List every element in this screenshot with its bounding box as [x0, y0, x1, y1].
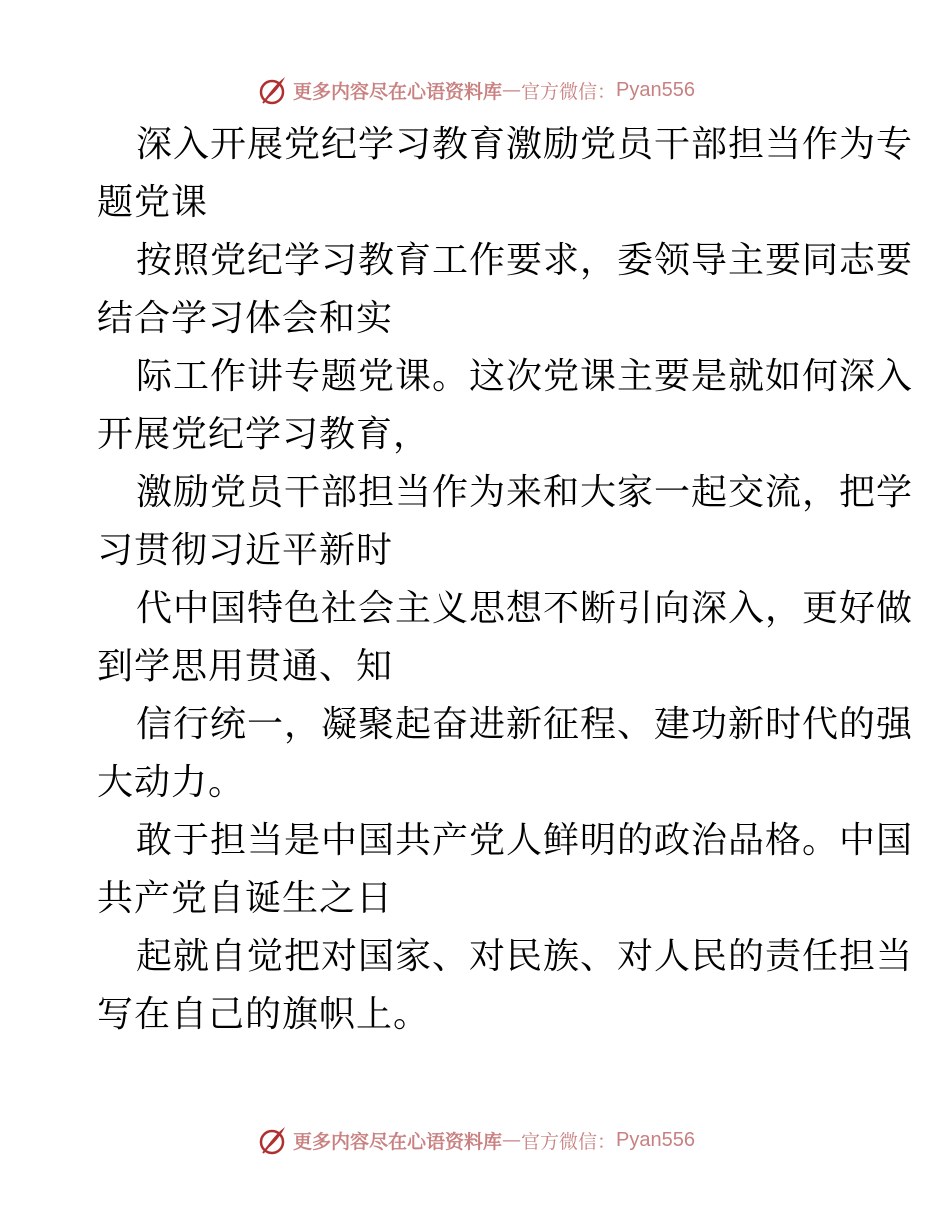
- text-line: 题党课: [97, 182, 209, 223]
- feather-pen-logo-icon: [255, 73, 289, 107]
- text-line: 开展党纪学习教育，: [97, 414, 431, 455]
- text-line: 习贯彻习近平新时: [97, 530, 394, 571]
- text-line: 到学思用贯通、知: [97, 646, 394, 687]
- watermark-wechat-label: 官方微信：: [521, 80, 617, 103]
- watermark-wechat-id: Pyan556: [616, 78, 695, 101]
- document-body: [97, 116, 914, 1044]
- text-line: 写在自己的旗帜上。: [97, 994, 431, 1035]
- watermark-wechat-label: 官方微信：: [521, 1130, 617, 1153]
- text-line: 激励党员干部担当作为来和大家一起交流，把学: [136, 472, 914, 513]
- watermark-wechat-id: Pyan556: [616, 1128, 695, 1151]
- watermark-brand: 更多内容尽在心语资料库: [293, 80, 503, 103]
- feather-pen-logo-icon: [255, 1123, 289, 1157]
- text-line: 际工作讲专题党课。这次党课主要是就如何深入: [136, 356, 914, 397]
- header-watermark: [0, 70, 950, 110]
- text-line: 起就自觉把对国家、对民族、对人民的责任担当: [136, 936, 914, 977]
- watermark-separator: —: [502, 1129, 522, 1151]
- watermark-separator: —: [502, 79, 522, 101]
- text-line: 代中国特色社会主义思想不断引向深入，更好做: [136, 588, 914, 629]
- text-line: 深入开展党纪学习教育激励党员干部担当作为专: [136, 124, 914, 165]
- footer-watermark: [0, 1120, 950, 1160]
- text-line: 敢于担当是中国共产党人鲜明的政治品格。中国: [136, 820, 914, 861]
- watermark-brand: 更多内容尽在心语资料库: [293, 1130, 503, 1153]
- text-line: 结合学习体会和实: [97, 298, 394, 339]
- text-line: 大动力。: [97, 762, 246, 803]
- text-line: 信行统一，凝聚起奋进新征程、建功新时代的强: [136, 704, 914, 745]
- text-line: 共产党自诞生之日: [97, 878, 394, 919]
- text-line: 按照党纪学习教育工作要求，委领导主要同志要: [136, 240, 914, 281]
